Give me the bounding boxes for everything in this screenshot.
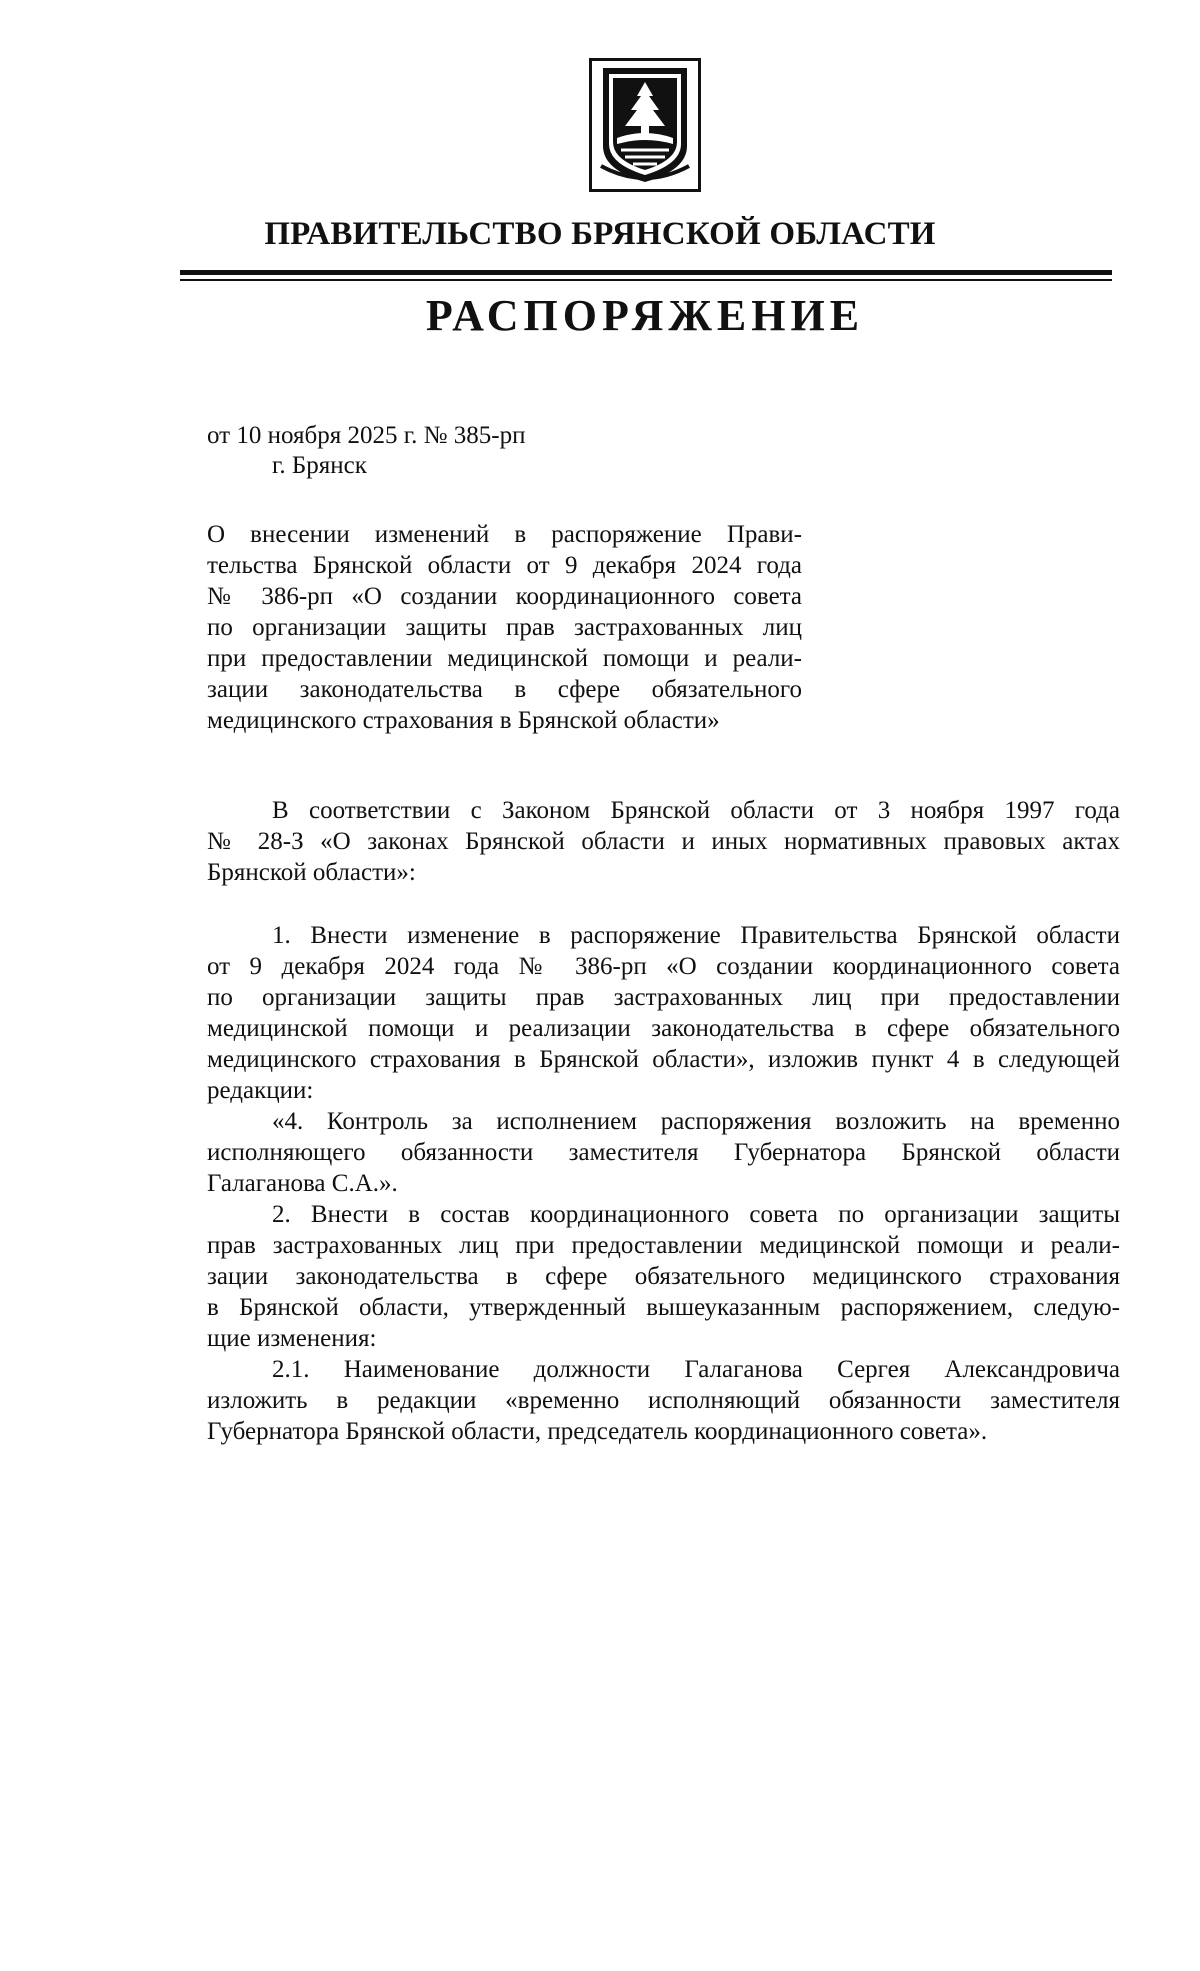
header-divider-thick [180,270,1112,275]
number-label: № [423,422,448,449]
preamble-line: Брянской области»: [207,859,416,886]
body-line: 2. Внести в состав координационного совета по организации защиты [272,1201,1120,1228]
body-line: медицинского страхования в Брянской области», изложив пункт 4 в следующей [207,1046,1120,1073]
preamble [207,795,1120,888]
body-line: 1. Внести изменение в распоряжение Правительства Брянской области [272,922,1120,949]
body-line: от 9 декабря 2024 года № 386-рп «О создании координационного совета [207,953,1120,980]
date-prefix: от [207,422,231,449]
body-line: редакции: [207,1077,314,1104]
document-body [207,920,1120,1447]
document-type-title: РАСПОРЯЖЕНИЕ [425,291,865,340]
body-line: исполняющего обязанности заместителя Губернатора Брянской области [207,1139,1120,1166]
preamble-line: № 28-З «О законах Брянской области и иных нормативных правовых актах [207,828,1120,855]
document-number: 385-рп [453,422,526,449]
document-subject [207,519,802,736]
subject-line: тельства Брянской области от 9 декабря 2024 года [207,552,802,579]
subject-line: О внесении изменений в распоряжение Прави- [207,521,802,548]
body-line: Губернатора Брянской области, председатель координационного совета». [207,1418,988,1445]
preamble-line: В соответствии с Законом Брянской области от 3 ноября 1997 года [272,797,1120,824]
subject-line: при предоставлении медицинской помощи и реали- [207,645,802,672]
subject-line: № 386-рп «О создании координационного совета [207,583,802,610]
body-line: прав застрахованных лиц при предоставлении медицинской помощи и реали- [207,1232,1120,1259]
document-date-number [207,422,526,450]
body-line: медицинской помощи и реализации законодательства в сфере обязательного [207,1015,1120,1042]
bryansk-coat-of-arms-icon [589,58,701,192]
subject-line: по организации защиты прав застрахованных лиц [207,614,802,641]
header-divider-thin [180,279,1112,281]
document-city: г. Брянск [272,452,367,479]
body-line: в Брянской области, утвержденный вышеуказанным распоряжением, следую- [207,1294,1120,1321]
body-line: 2.1. Наименование должности Галаганова Сергея Александровича [272,1356,1120,1383]
organization-title: ПРАВИТЕЛЬСТВО БРЯНСКОЙ ОБЛАСТИ [264,216,936,252]
body-line: по организации защиты прав застрахованных лиц при предоставлении [207,984,1120,1011]
body-line: Галаганова С.А.». [207,1170,398,1197]
subject-line: зации законодательства в сфере обязательного [207,676,802,703]
document-date: 10 ноября 2025 г. [236,422,418,449]
subject-line: медицинского страхования в Брянской области» [207,707,720,734]
body-line: «4. Контроль за исполнением распоряжения возложить на временно [272,1108,1120,1135]
body-line: щие изменения: [207,1325,377,1352]
body-line: зации законодательства в сфере обязательного медицинского страхования [207,1263,1120,1290]
body-line: изложить в редакции «временно исполняющий обязанности заместителя [207,1387,1120,1414]
